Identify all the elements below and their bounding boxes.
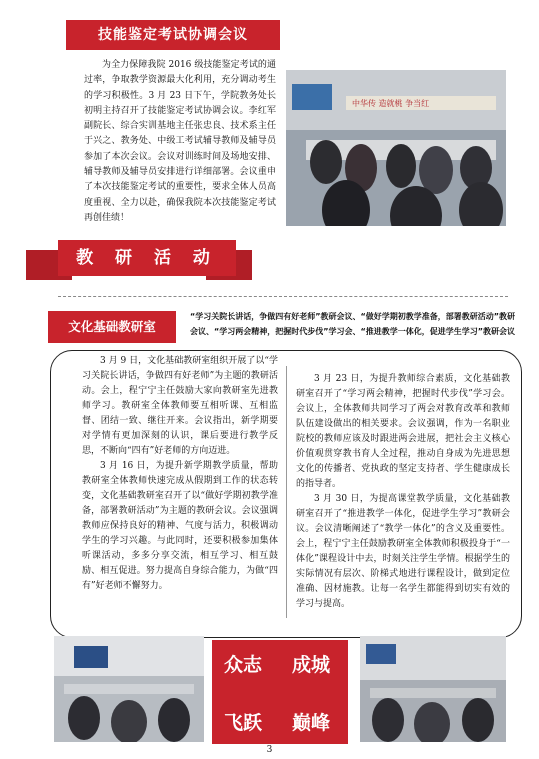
slogan-box [212, 640, 348, 744]
right-column [296, 372, 510, 612]
classroom-photo-right [360, 636, 506, 742]
slogan-word-2: 成城 [292, 654, 331, 676]
paragraph-march-16: 3 月 16 日，为提升新学期教学质量，帮助教研室全体教师快速完成从假期到工作的状态转变，文化基础教研室召开了以“做好学期初教学准备，部署教研活动”为主题的教研会议。会议强调教师应保持良好的精神、气度与活力，积极调动学生的学习兴趣。与此同时，还要积极参加集体听课活动，多多分享交流，相互学习、相互鼓励、相互促进。努力提高自身综合能力，为做“四有”好老师不懈努力。 [82, 461, 278, 591]
classroom-photo-right-drawing [360, 636, 506, 742]
section-title-skill-exam: 技能鉴定考试协调会议 [66, 20, 280, 50]
section-divider [58, 296, 508, 297]
meeting-list-subheading: “学习关院长讲话，争做四有好老师”教研会议、“做好学期初教学准备，部署教研活动”教研会议、“学习两会精神，把握时代步伐”学习会、“推进教学一体化，促进学生学习”教研会议 [190, 312, 516, 336]
paragraph-march-23: 3 月 23 日，为提升教师综合素质，文化基础教研室召开了“学习两会精神，把握时代步伐”学习会。会议上，全体教师共同学习了两会对教育改革和教师队伍建设做出的相关要求。会议强调，作为一名职业院校的教师应该及时跟进两会进展，把社会主义核心价值观贯穿教书育人全过程，推动自身成为先进思想文化的传播者、党执政的坚定支持者、学生健康成长的指导者。 [296, 374, 510, 489]
skill-exam-paragraph: 为全力保障我院 2016 级技能鉴定考试的通过率，争取教学资源最大化利用，充分调动考生的学习积极性。3 月 23 日下午，学院教务处长初明主持召开了技能鉴定考试协调会议。李红军副院长、综合实训基地主任张忠良、技术系主任于兴之、教务处、中级工考试辅导教师及辅导员参加了本次会议。会议对训练时间及场地安排、辅导教师及辅导员安排进行详细部署。会议重申了本次技能鉴定考试的重要性，要求全体人员高度重视、全力以赴，确保我院本次技能鉴定考试再创佳绩！ [84, 60, 276, 223]
teaching-research-banner: 教 研 活 动 [58, 240, 236, 276]
slogan-word-1: 众志 [224, 654, 263, 676]
slogan-word-4: 巅峰 [292, 712, 331, 734]
page-number: 3 [266, 745, 273, 755]
column-divider [286, 366, 287, 618]
classroom-photo-left [54, 636, 204, 742]
meeting-photo [286, 70, 506, 226]
paragraph-march-30: 3 月 30 日，为提高课堂教学质量，文化基础教研室召开了“推进教学一体化，促进学生学习”教研会议。会议清晰阐述了“教学一体化”的含义及重要性。会上，程宁宁主任鼓励教研室全体教师积极投身于“一体化”课程设计中去，时刻关注学生学情。根据学生的实际情况有层次、阶梯式地进行课程设计，做到定位准确、因材施教。让每一名学生都能得到切实有效的学习与提高。 [296, 494, 510, 609]
section-title-culture-office: 文化基础教研室 [48, 311, 176, 343]
photo-wall-banner: 中华传 造就桃 争当红 [352, 99, 430, 108]
slogan-word-3: 飞跃 [224, 712, 263, 734]
left-column [82, 354, 278, 594]
meeting-photo-drawing [286, 70, 506, 226]
paragraph-march-9: 3 月 9 日，文化基础教研室组织开展了以“学习关院长讲话，争做四有好老师”为主题的教研活动。会上，程宁宁主任鼓励大家向教研室先进教师学习。教研室全体教师要互相听课、互相监督、团结一致、继往开来。会议指出，新学期要对学情有更加深刻的认识，课后要进行教学反思，不断向“四有”好老师的方向迈进。 [82, 356, 278, 456]
classroom-photo-left-drawing [54, 636, 204, 742]
